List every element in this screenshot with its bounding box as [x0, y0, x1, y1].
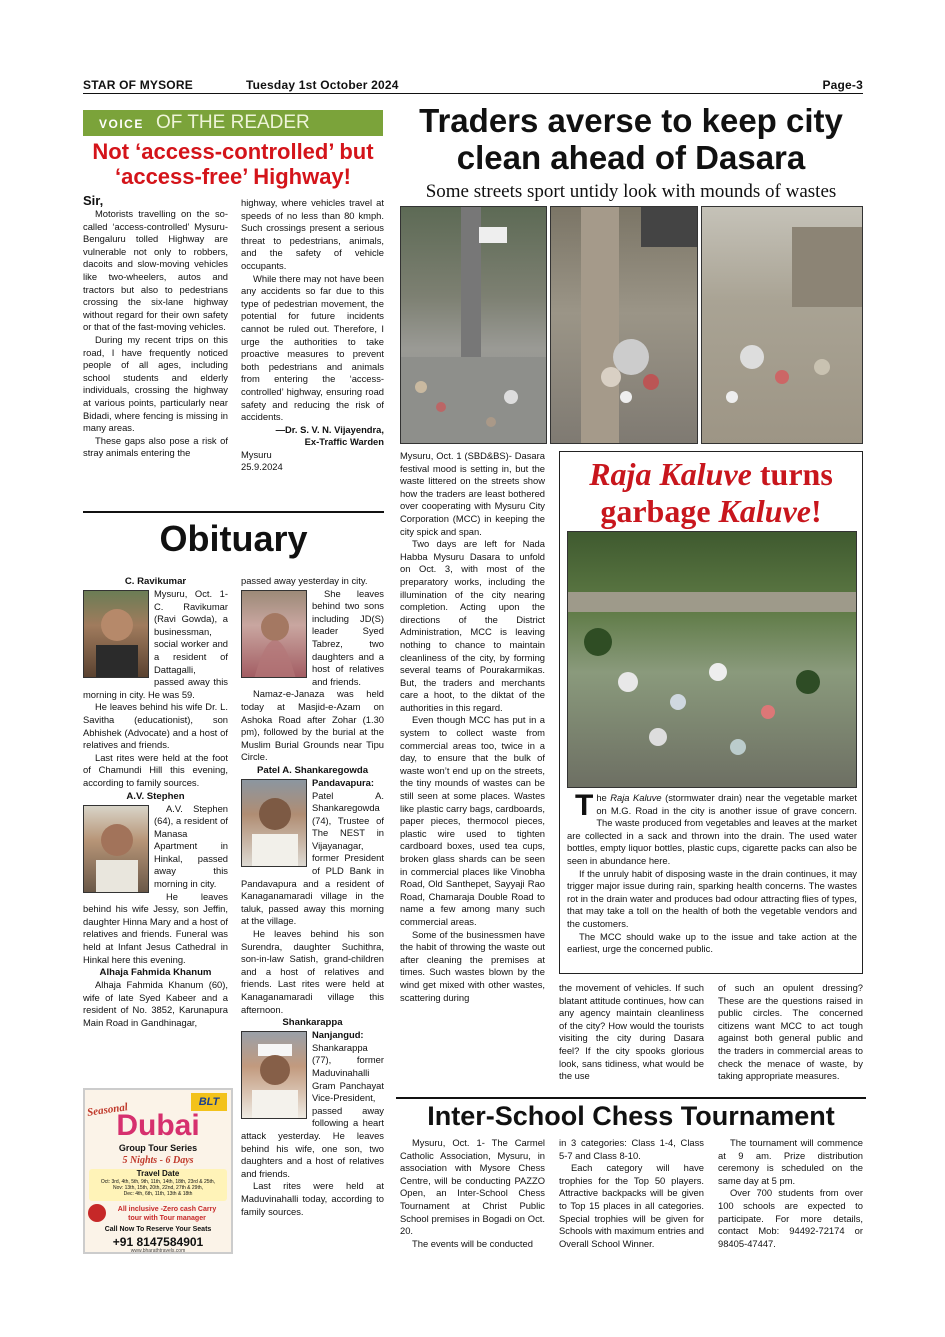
letter-place: Mysuru — [241, 448, 272, 460]
ad-call: Call Now To Reserve Your Seats — [104, 1226, 212, 1233]
paper-name: STAR OF MYSORE — [83, 78, 193, 92]
raja-kaluve-italic: Raja Kaluve — [589, 456, 752, 492]
obituary-photo — [83, 590, 149, 678]
raja-kaluve-headline — [560, 456, 862, 530]
traders-col2 — [559, 982, 704, 1083]
street-waste-photo-2 — [550, 206, 698, 444]
obituary-text: He leaves behind his son Surendra, daughter Suchithra, son-in-law Satish, grand-children and a host of relatives and friends. Last rites were held at Kanaganamaradi village this afternoon. — [241, 928, 384, 1015]
traders-headline — [396, 102, 866, 176]
street-waste-photo-1 — [400, 206, 547, 444]
chess-col1 — [400, 1137, 545, 1250]
letter-signature-title: Ex-Traffic Warden — [304, 436, 384, 448]
issue-date: Tuesday 1st October 2024 — [246, 78, 399, 92]
dubai-tour-ad[interactable] — [83, 1088, 233, 1254]
ad-travel-label: Travel Date — [136, 1169, 180, 1178]
obituary-photo — [83, 805, 149, 893]
chess-para: Mysuru, Oct. 1- The Carmel Catholic Association, Mysuru, in association with Mysore Chess Centre, will be conducting PAZZO Open, an Inter-School Chess Tournament at Christ Public School premises in Bogadi on Oct. 20. — [400, 1137, 545, 1237]
street-photo-3-art — [702, 207, 863, 444]
raja-kaluve-turns: turns — [751, 456, 833, 492]
obituary-text: She leaves behind two sons including JD(S) leader Syed Tabrez, two daughters and a host of relatives and friends. — [312, 587, 384, 687]
masthead — [83, 78, 863, 94]
ad-website[interactable]: www.bharathtravels.com — [130, 1248, 186, 1254]
obituary-text: He leaves behind his wife Jessy, son Jeffin, daughter Hinna Mary and a host of relatives and friends. Funeral was held at Infant Jesus Cathedral in Hinkal here this evening. — [83, 890, 228, 965]
street-photo-1-art — [401, 207, 547, 444]
portrait-art — [242, 591, 307, 678]
drop-cap: T — [575, 789, 594, 822]
chess-headline: Inter-School Chess Tournament — [427, 1101, 835, 1131]
traders-para: Even though MCC has put in a system to collect waste from commercial areas too, twice in a day, to ensure that the bulk of waste won’t end up on the streets, the tiny mounds of wastes can be still seen at some places. Wastes like plastic carry bags, cardboards, paper pieces, thermocol pieces, plastic wire used to tighten cardboard boxes, used tea cups, broken glass shards can be seen in commercial places like Vinobha Road, Old Santhepet, Sayyaji Rao Road, Chamaraja Double Road to name a few among many such commercial areas. — [400, 714, 545, 927]
ad-series: Group Tour Series — [118, 1143, 198, 1153]
obituary-name: Alhaja Fahmida Khanum — [99, 967, 212, 979]
drain-photo-art — [568, 532, 857, 788]
obituary-text: Namaz-e-Janaza was held today at Masjid-e-Azam on Ashoka Road after Zohar (1.30 pm), followed by the burial at the Muslim Burial Grounds near Tipu Circle. — [241, 688, 384, 763]
traders-para: Two days are left for Nada Habba Mysuru Dasara to unfold on Oct. 3, with most of the preparatory works, including the illumination of the city nearing completion. Acting upon the directions of the District Administration, MCC is leaving nothing to chance to maintain cleanliness of the city, by forming several teams of Pourakarmikas. But, the traders and merchants care a hoot, to the diktat of the authorities in this regard. — [400, 538, 545, 713]
ad-dates: Dec: 4th, 6th, 11th, 13th & 18th — [123, 1191, 193, 1197]
raja-kaluve-p1b: Raja Kaluve — [610, 792, 662, 803]
drain-garbage-photo — [567, 531, 857, 788]
voice-tag-rest: OF THE READER — [156, 112, 310, 133]
letter-para: highway, where vehicles travel at speeds of no less than 80 kmph. Such crossings present a serious threat to pedestrians, animals, and the safety of vehicle occupants. — [241, 197, 384, 271]
chess-para: in 3 categories: Class 1-4, Class 5-7 and Class 8-10. — [559, 1137, 704, 1161]
raja-kaluve-exclaim: ! — [810, 493, 822, 529]
chess-para: Each category will have trophies for the Top 50 players. Attractive backpacks will be given to Top 15 places in all categories. Special trophies will be given for Schools with maximum entries and Overall School Winner. — [559, 1162, 704, 1249]
obituary-text: Last rites were held at Maduvinahalli today, according to family sources. — [241, 1180, 384, 1217]
traders-para: Some of the businessmen have the habit of throwing the waste out after cleaning the premises at times. Such wastes blown by the wind get mixed with other wastes, scattering during — [400, 928, 545, 1003]
obituary-photo — [241, 779, 307, 867]
obituary-col1 — [83, 575, 228, 1030]
letter-headline-line2: ‘access-free’ Highway! — [114, 164, 351, 189]
letter-date: 25.9.2024 — [241, 461, 283, 473]
raja-kaluve-para: The MCC should wake up to the issue and take action at the earliest, urge the concerned public. — [567, 930, 857, 955]
obituary-col2 — [241, 575, 384, 1218]
traders-col3 — [718, 982, 863, 1083]
obituary-name: Shankarappa — [282, 1017, 343, 1029]
chess-col2 — [559, 1137, 704, 1250]
letter-col2 — [241, 197, 384, 474]
traders-para: of such an opulent dressing? These are the questions raised in public circles. The concerned citizens want MCC to act tough against both general public and the traders in commercial areas to check the menace of waste, by taking appropriate measures. — [718, 982, 863, 1082]
street-photo-2-art — [551, 207, 698, 444]
chess-para: The tournament will commence at 9 am. Prize distribution ceremony is scheduled on the same day at 5 pm. — [718, 1137, 863, 1186]
chess-para: Over 700 students from over 100 schools are expected to participate. For more details, contact Mob: 94492-72174 or 98405-47447. — [718, 1187, 863, 1249]
raja-kaluve-p1a: he — [596, 792, 611, 803]
traders-para: Mysuru, Oct. 1 (SBD&BS)- Dasara festival mood is setting in, but the waste littered on the streets show how the traders are least bothered over cooperating with Mysuru City Corporation (MCC) in keeping the city spick and span. — [400, 450, 545, 537]
obituary-text: He leaves behind his wife Dr. L. Savitha (educationist), son Abhishek (Advocate) and a host of relatives and friends. — [83, 701, 228, 751]
traders-headline-line1: Traders averse to keep city — [419, 102, 843, 139]
ad-inclusive — [103, 1205, 231, 1223]
traders-headline-line2: clean ahead of Dasara — [456, 139, 806, 176]
obituary-name: C. Ravikumar — [124, 576, 187, 587]
raja-kaluve-box — [559, 451, 863, 974]
obituary-text: Patel A. Shankaregowda (74), Trustee of The NEST in Vijayanagar, former President of PLD Bank in Pandavapura and a resident of Kanaganamaradi village in the taluk, passed away this morning at the village. — [241, 789, 384, 927]
ad-inclusive-line1: All inclusive -Zero cash Carry — [117, 1206, 217, 1213]
letter-para: While there may not have been any accidents so far due to this type of pedestrian movement, the potential for future incidents cannot be ruled out. Therefore, I urge the authorities to take proactive measures to prevent both pedestrians and animals from entering the ‘access-controlled’ highway, ensuring road safety and reducing the risk of accidents. — [241, 272, 384, 423]
chess-col3 — [718, 1137, 863, 1250]
chess-para: The events will be conducted — [412, 1237, 533, 1249]
obituary-text: Alhaja Fahmida Khanum (60), wife of late Syed Kabeer and a resident of No. 3852, Karunapura Main Road in Gandhinagar, — [83, 979, 228, 1028]
raja-kaluve-italic2: Kaluve — [718, 493, 811, 529]
ad-seasonal: Seasonal — [86, 1101, 129, 1119]
ad-inclusive-line2: tour with Tour manager — [128, 1215, 206, 1222]
letter-para: These gaps also pose a risk of stray animals entering the — [83, 434, 228, 459]
voice-banner — [83, 110, 383, 136]
portrait-art — [242, 780, 307, 867]
letter-para: During my recent trips on this road, I have frequently noticed people of all ages, including school students and elderly individuals, crossing the highway at various points, particularly near Bidadi, where fencing is missing in many areas. — [83, 333, 228, 434]
portrait-art — [84, 591, 149, 678]
ad-dates-box — [89, 1169, 227, 1201]
traders-subtitle: Some streets sport untidy look with mounds of wastes — [425, 181, 837, 202]
obituary-place: Nanjangud: — [312, 1029, 364, 1041]
ad-duration: 5 Nights - 6 Days — [122, 1155, 194, 1166]
obituary-text: A.V. Stephen (64), a resident of Manasa Apartment in Hinkal, passed away this morning in city. — [154, 802, 228, 890]
raja-kaluve-garbage: garbage — [600, 493, 719, 529]
obituary-text: Mysuru, Oct. 1- C. Ravikumar (Ravi Gowda), a businessman, social worker and a resident of Dattagalli, passed away this morning in city. He was 59. — [83, 588, 228, 700]
raja-kaluve-p1c: (stormwater drain) near the vegetable market on M.G. Road in the city is another issue of grave concern. The waste produced from vegetables and leaves at the market are collected in a sack and thrown into the drain. The used water bottles, empty liquor bottles, plastic cups, cigarette packs can also be seen in abundance here. — [567, 792, 857, 866]
obituary-heading: Obituary — [159, 518, 308, 559]
letter-para: Motorists travelling on the so-called ‘access-controlled’ Mysuru-Bengaluru tolled Highway are vulnerable not only to robbers, dacoits and slow-moving vehicles like two-wheelers, autos and tractors but also to pedestrians crossing the six-lane highway without regard for their own safety or that of the fast-moving vehicles. — [83, 208, 228, 333]
page-number: Page-3 — [822, 78, 863, 92]
obituary-name: A.V. Stephen — [126, 790, 185, 802]
obituary-photo — [241, 590, 307, 678]
letter-headline — [78, 139, 388, 189]
raja-kaluve-text — [567, 789, 857, 956]
ad-destination: Dubai — [116, 1109, 200, 1142]
traders-para: the movement of vehicles. If such blatant attitude continues, how can any agency maintain cleanliness of the city? How would the tourists visiting the city during Dasara feel? If the city spooks glorious look, sans tidiness, what would be the use — [559, 982, 704, 1082]
ad-dates: Oct: 3rd, 4th, 5th, 9th, 11th, 14th, 18th, 23rd & 25th, — [100, 1179, 216, 1185]
ad-logo: BLT — [191, 1093, 227, 1111]
chess-rule — [396, 1097, 866, 1099]
traders-col1 — [400, 450, 545, 1004]
raja-kaluve-para: If the unruly habit of disposing waste in the drain continues, it may trigger major issue during rain, sparking health concerns. The wastes rot in the drain water and produces bad odour attracting flies of types, that may take a toll on the health of both the vegetable vendors and the customers. — [567, 867, 857, 929]
ad-dates: Nov: 13th, 15th, 20th, 22nd, 27th & 29th, — [112, 1185, 204, 1191]
letter-col1 — [83, 194, 228, 460]
voice-tag: VOICE — [99, 117, 144, 131]
obituary-name: Patel A. Shankaregowda — [256, 764, 369, 776]
obituary-photo — [241, 1031, 307, 1119]
portrait-art — [84, 806, 149, 893]
street-waste-photo-3 — [701, 206, 863, 444]
obituary-text: Shankarappa (77), former Maduvinahalli Gram Panchayat Vice-President, passed away following a heart attack yesterday. He leaves behind his wife, one son, two daughters and a host of relatives and friends. — [241, 1041, 384, 1179]
portrait-art — [242, 1032, 307, 1119]
letter-signature: —Dr. S. V. N. Vijayendra, — [275, 423, 384, 435]
letter-headline-line1: Not ‘access-controlled’ but — [92, 139, 374, 164]
obituary-text: passed away yesterday in city. — [241, 575, 368, 586]
letter-salutation: Sir, — [83, 193, 104, 208]
obituary-text: Last rites were held at the foot of Chamundi Hill this evening, according to family sources. — [83, 751, 228, 788]
obituary-rule — [83, 511, 384, 513]
obituary-place: Pandavapura: — [312, 776, 374, 788]
ad-phone[interactable]: +91 8147584901 — [112, 1235, 204, 1249]
